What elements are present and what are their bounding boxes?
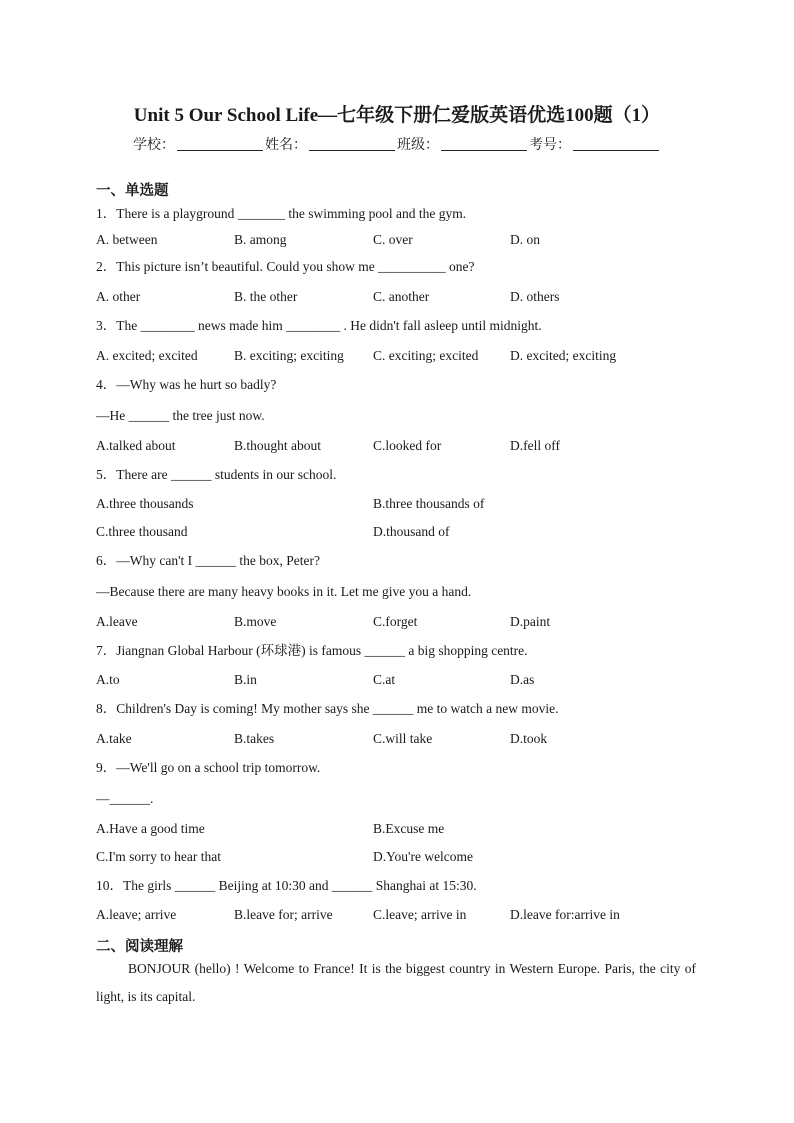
option-a[interactable]: A.leave; arrive xyxy=(96,907,177,922)
question-text: 6．—Why can't I xyxy=(96,553,196,568)
option-d[interactable]: D. on xyxy=(510,232,540,247)
answer-blank: ______ xyxy=(128,408,170,423)
question-text: 8．Children's Day is coming! My mother says she xyxy=(96,701,373,716)
option-d[interactable]: D.leave for:arrive in xyxy=(510,907,620,922)
question-7 xyxy=(96,642,528,660)
school-field[interactable] xyxy=(177,136,263,151)
answer-blank: __________ xyxy=(378,259,446,274)
question-8 xyxy=(96,700,559,718)
question-text: one? xyxy=(445,259,475,274)
option-c[interactable]: C.I'm sorry to hear that xyxy=(96,849,222,864)
option-b[interactable]: B.in xyxy=(234,672,257,687)
question-text: the swimming pool and the gym. xyxy=(284,206,467,221)
option-d[interactable]: D.You're welcome xyxy=(373,849,474,864)
option-a[interactable]: A. other xyxy=(96,289,141,304)
option-a[interactable]: A.to xyxy=(96,672,120,687)
answer-blank: _______ xyxy=(237,206,285,221)
option-c[interactable]: C.will take xyxy=(373,731,433,746)
option-b[interactable]: B.thought about xyxy=(234,438,321,453)
question-6 xyxy=(96,552,320,570)
question-text: students in our school. xyxy=(211,467,337,482)
option-d[interactable]: D.fell off xyxy=(510,438,560,453)
question-4: 4．—Why was he hurt so badly? xyxy=(96,377,277,392)
answer-blank: ______ xyxy=(174,878,216,893)
class-field[interactable] xyxy=(441,136,527,151)
question-4-reply xyxy=(96,407,265,425)
question-text: — xyxy=(96,791,110,806)
question-10 xyxy=(96,877,477,895)
question-text: 5．There are xyxy=(96,467,171,482)
option-b[interactable]: B. the other xyxy=(234,289,298,304)
answer-blank: ______ xyxy=(170,467,212,482)
number-field[interactable] xyxy=(573,136,659,151)
question-text: 1．There is a playground xyxy=(96,206,238,221)
answer-blank: ______ xyxy=(364,643,405,658)
option-a[interactable]: A. between xyxy=(96,232,158,247)
answer-blank: ______ xyxy=(331,878,373,893)
option-b[interactable]: B. among xyxy=(234,232,287,247)
option-a[interactable]: A.take xyxy=(96,731,132,746)
question-text: 10．The girls xyxy=(96,878,175,893)
option-d[interactable]: D.as xyxy=(510,672,535,687)
option-a[interactable]: A.talked about xyxy=(96,438,176,453)
option-b[interactable]: B. exciting; exciting xyxy=(234,348,344,363)
question-text: 7．Jiangnan Global Harbour (环球港) is famous xyxy=(96,643,365,658)
number-label: 考号： xyxy=(529,137,571,153)
question-text: 2．This picture isn’t beautiful. Could you show me xyxy=(96,259,379,274)
question-5 xyxy=(96,466,336,484)
option-d[interactable]: D. excited; exciting xyxy=(510,348,617,363)
option-d[interactable]: D.thousand of xyxy=(373,524,450,539)
question-6-reply: —Because there are many heavy books in it. Let me give you a hand. xyxy=(96,584,472,599)
option-a[interactable]: A.leave xyxy=(96,614,138,629)
option-b[interactable]: B.takes xyxy=(234,731,275,746)
answer-blank: ______ xyxy=(195,553,237,568)
option-a[interactable]: A.three thousands xyxy=(96,496,194,511)
option-b[interactable]: B.three thousands of xyxy=(373,496,485,511)
question-text: me to watch a new movie. xyxy=(413,701,559,716)
student-info-line xyxy=(0,135,794,155)
section-heading-reading: 二、阅读理解 xyxy=(96,939,183,955)
option-c[interactable]: C.looked for xyxy=(373,438,442,453)
option-c[interactable]: C. another xyxy=(373,289,430,304)
option-d[interactable]: D.took xyxy=(510,731,548,746)
question-text: news made him xyxy=(194,318,287,333)
name-label: 姓名： xyxy=(265,137,307,153)
option-a[interactable]: A. excited; excited xyxy=(96,348,198,363)
name-field[interactable] xyxy=(309,136,395,151)
section-heading-single-choice: 一、单选题 xyxy=(96,183,169,199)
answer-blank: ________ xyxy=(140,318,195,333)
question-text: . He didn't fall asleep until midnight. xyxy=(340,318,542,333)
option-c[interactable]: C.at xyxy=(373,672,396,687)
answer-blank: ______ xyxy=(372,701,414,716)
option-c[interactable]: C. exciting; excited xyxy=(373,348,479,363)
school-label: 学校： xyxy=(133,137,175,153)
option-d[interactable]: D.paint xyxy=(510,614,551,629)
question-9-reply xyxy=(96,790,153,808)
option-c[interactable]: C.forget xyxy=(373,614,418,629)
question-text: Shanghai at 15:30. xyxy=(372,878,477,893)
question-text: . xyxy=(150,791,154,806)
question-1 xyxy=(96,205,466,223)
option-d[interactable]: D. others xyxy=(510,289,560,304)
question-9: 9．—We'll go on a school trip tomorrow. xyxy=(96,760,321,775)
option-c[interactable]: C.leave; arrive in xyxy=(373,907,467,922)
page-title: Unit 5 Our School Life—七年级下册仁爱版英语优选100题（1） xyxy=(133,105,661,126)
option-b[interactable]: B.Excuse me xyxy=(373,821,445,836)
question-2 xyxy=(96,258,474,276)
option-c[interactable]: C. over xyxy=(373,232,413,247)
class-label: 班级： xyxy=(397,137,439,153)
option-c[interactable]: C.three thousand xyxy=(96,524,188,539)
answer-blank: ________ xyxy=(286,318,341,333)
question-text: —He xyxy=(96,408,129,423)
question-text: 3．The xyxy=(96,318,141,333)
option-a[interactable]: A.Have a good time xyxy=(96,821,205,836)
question-3 xyxy=(96,317,542,335)
option-b[interactable]: B.leave for; arrive xyxy=(234,907,333,922)
reading-passage: BONJOUR (hello) ! Welcome to France! It is the biggest country in Western Europe. Paris, the city of light, is its capital. xyxy=(96,961,696,1004)
question-text: the box, Peter? xyxy=(236,553,321,568)
option-b[interactable]: B.move xyxy=(234,614,277,629)
question-text: the tree just now. xyxy=(169,408,265,423)
answer-blank: ______ xyxy=(109,791,150,806)
question-text: Beijing at 10:30 and xyxy=(215,878,332,893)
question-text: a big shopping centre. xyxy=(404,643,528,658)
